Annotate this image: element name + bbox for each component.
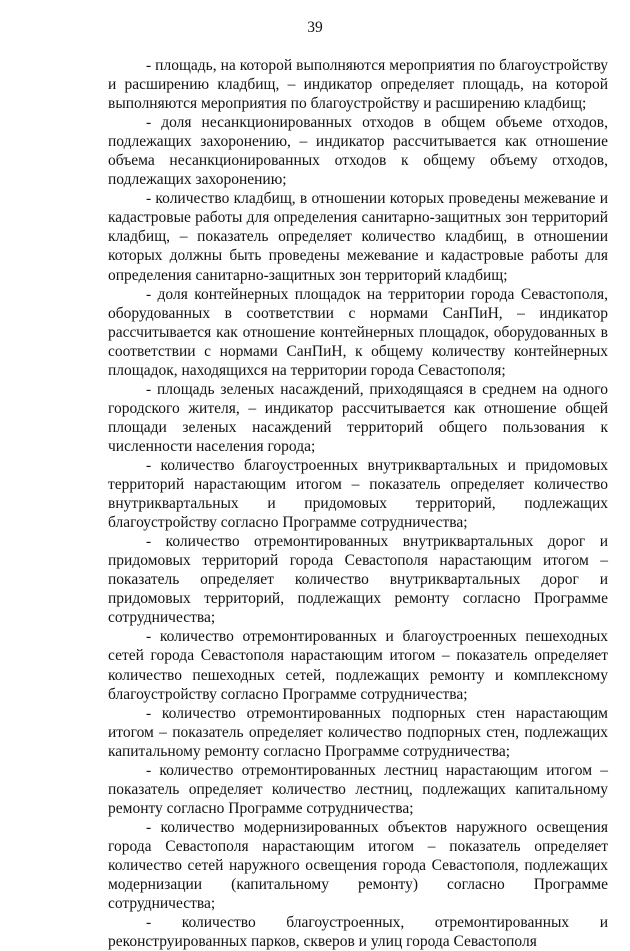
paragraph-parks-squares: - количество благоустроенных, отремонтированных и реконструированных парков, скверов и улиц города Севастополя [108, 914, 608, 951]
paragraph-courtyard-improvement: - количество благоустроенных внутриквартальных и придомовых территорий нарастающим итогом – показатель определяет количество внутриквартальных и придомовых территорий, подлежащих благоустройству согласно Программе сотрудничества; [108, 456, 608, 532]
paragraph-stairs: - количество отремонтированных лестниц нарастающим итогом – показатель определяет количество лестниц, подлежащих капитальному ремонту согласно Программе сотрудничества; [108, 761, 608, 817]
document-body [108, 56, 608, 951]
page-number: 39 [307, 19, 323, 36]
paragraph-cemetery-surveying: - количество кладбищ, в отношении которых проведены межевание и кадастровые работы для определения санитарно-защитных зон территорий кладбищ, – показатель определяет количество кладбищ, в отношении которых должны быть проведены межевание и кадастровые работы для определения санитарно-защитных зон территорий кладбищ; [108, 190, 608, 284]
paragraph-courtyard-roads: - количество отремонтированных внутриквартальных дорог и придомовых территорий города Севастополя нарастающим итогом – показатель определяет количество внутриквартальных дорог и придомовых территорий, подлежащих ремонту согласно Программе сотрудничества; [108, 533, 608, 627]
paragraph-street-lighting: - количество модернизированных объектов наружного освещения города Севастополя нарастающим итогом – показатель определяет количество сетей наружного освещения города Севастополя, подлежащих модернизации (капитальному ремонту) согласно Программе сотрудничества; [108, 818, 608, 913]
paragraph-container-sites: - доля контейнерных площадок на территории города Севастополя, оборудованных в соответствии с нормами СанПиН, – индикатор рассчитывается как отношение контейнерных площадок, оборудованных в соответствии с нормами СанПиН, к общему количеству контейнерных площадок, находящихся на территории города Севастополя; [108, 285, 608, 379]
paragraph-green-area: - площадь зеленых насаждений, приходящаяся в среднем на одного городского жителя, – индикатор рассчитывается как отношение общей площади зеленых насаждений территорий общего пользования к численности населения города; [108, 380, 608, 455]
paragraph-pedestrian-networks: - количество отремонтированных и благоустроенных пешеходных сетей города Севастополя нарастающим итогом – показатель определяет количество пешеходных сетей, подлежащих ремонту и комплексному благоустройству согласно Программе сотрудничества; [108, 628, 608, 703]
paragraph-cemetery-area: - площадь, на которой выполняются мероприятия по благоустройству и расширению кладбищ, – индикатор определяет площадь, на которой выполняются мероприятия по благоустройству и расширению кладбищ; [108, 57, 608, 113]
paragraph-unauthorized-waste: - доля несанкционированных отходов в общем объеме отходов, подлежащих захоронению, – индикатор рассчитывается как отношение объема несанкционированных отходов к общему объему отходов, подлежащих захоронению; [108, 114, 608, 189]
paragraph-retaining-walls: - количество отремонтированных подпорных стен нарастающим итогом – показатель определяет количество подпорных стен, подлежащих капитальному ремонту согласно Программе сотрудничества; [108, 704, 608, 760]
